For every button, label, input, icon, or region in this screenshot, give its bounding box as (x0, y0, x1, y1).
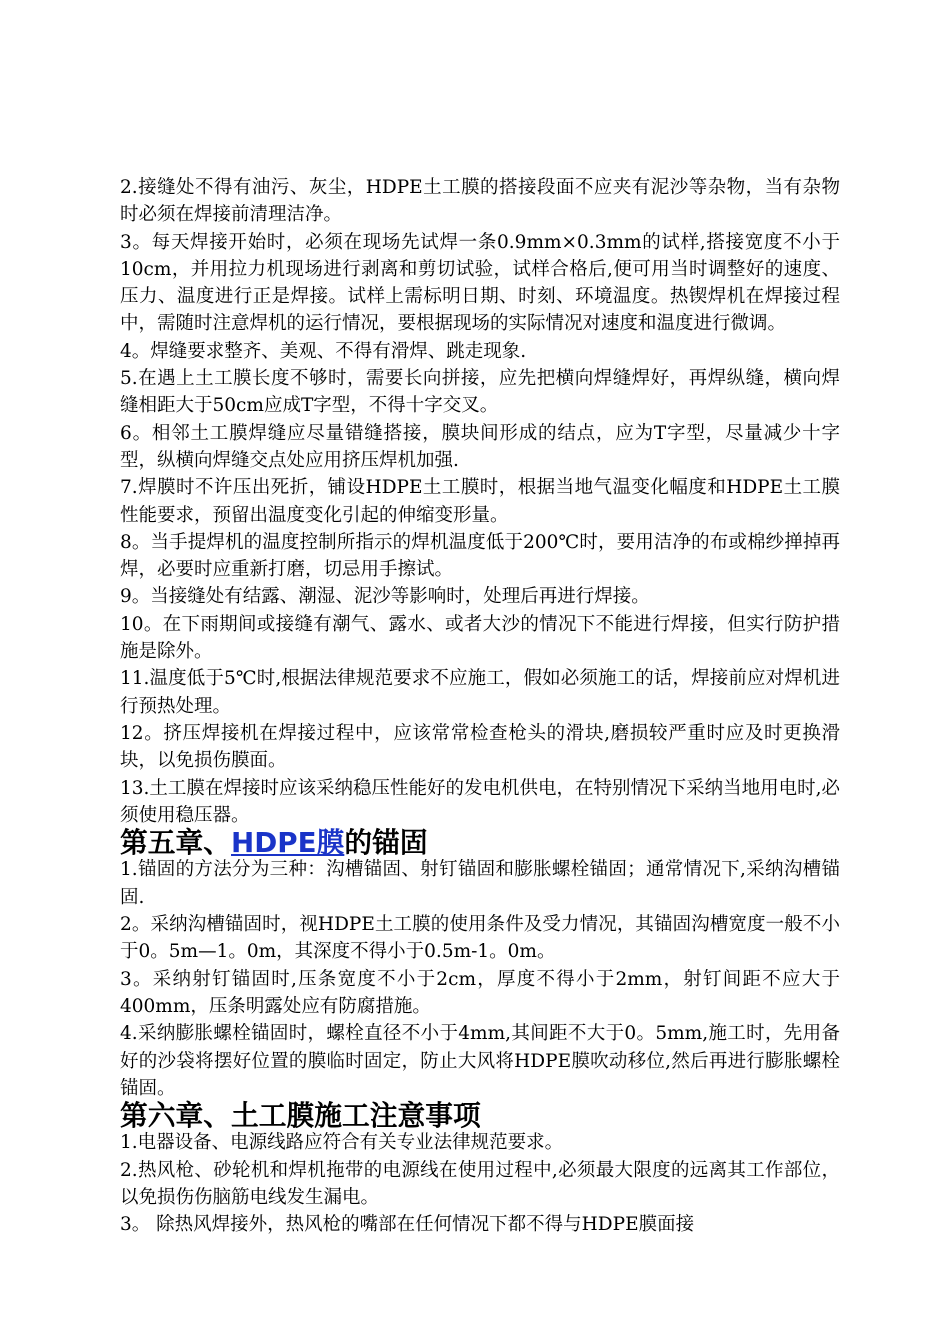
paragraph: 9。当接缝处有结露、潮湿、泥沙等影响时，处理后再进行焊接。 (120, 586, 650, 608)
paragraph: 5.在遇上土工膜长度不够时，需要长向拼接，应先把横向焊缝焊好，再焊纵缝，横向焊缝相距大于50cm应成T字型，不得十字交叉。 (120, 368, 840, 417)
paragraph: 10。在下雨期间或接缝有潮气、露水、或者大沙的情况下不能进行焊接，但实行防护措施是除外。 (120, 613, 840, 663)
chapter-6-heading: 第六章、土工膜施工注意事项 (120, 1099, 481, 1133)
document-body (120, 174, 840, 1239)
section-welding-requirements (120, 174, 840, 829)
paragraph: 6。相邻土工膜焊缝应尽量错缝搭接，膜块间形成的结点，应为T字型，尽量减少十字型，纵横向焊缝交点处应用挤压焊机加强. (120, 422, 840, 471)
paragraph: 3。采纳射钉锚固时,压条宽度不小于2cm，厚度不得小于2mm，射钉间距不应大于400mm，压条明露处应有防腐措施。 (120, 968, 840, 1017)
hdpe-membrane-link[interactable]: HDPE膜 (231, 826, 345, 860)
section-precautions (120, 1129, 840, 1238)
chapter-5-heading-suffix: 的锚固 (344, 826, 428, 860)
paragraph: 7.焊膜时不许压出死折，铺设HDPE土工膜时，根据当地气温变化幅度和HDPE土工膜性能要求，预留出温度变化引起的伸缩变形量。 (120, 477, 840, 526)
paragraph: 12。挤压焊接机在焊接过程中，应该常常检查枪头的滑块,磨损较严重时应及时更换滑块，以免损伤膜面。 (120, 722, 840, 772)
paragraph: 2。采纳沟槽锚固时，视HDPE土工膜的使用条件及受力情况，其锚固沟槽宽度一般不小于0。5m—1。0m，其深度不得小于0.5m-1。0m。 (120, 914, 840, 963)
chapter-5-heading (120, 826, 840, 860)
paragraph: 4。焊缝要求整齐、美观、不得有滑焊、跳走现象. (120, 340, 527, 362)
chapter-5-heading-prefix: 第五章、 (120, 826, 232, 860)
paragraph: 13.土工膜在焊接时应该采纳稳压性能好的发电机供电，在特别情况下采纳当地用电时,必须使用稳压器。 (120, 777, 840, 826)
paragraph: 1.锚固的方法分为三种：沟槽锚固、射钉锚固和膨胀螺栓锚固；通常情况下,采纳沟槽锚固. (120, 859, 840, 908)
paragraph: 3。 除热风焊接外，热风枪的嘴部在任何情况下都不得与HDPE膜面接 (120, 1214, 695, 1236)
paragraph: 4.采纳膨胀螺栓锚固时，螺栓直径不小于4mm,其间距不大于0。5mm,施工时，先用备好的沙袋将摆好位置的膜临时固定，防止大风将HDPE膜吹动移位,然后再进行膨胀螺栓锚固。 (120, 1023, 840, 1099)
paragraph: 3。每天焊接开始时，必须在现场先试焊一条0.9mm×0.3mm的试样,搭接宽度不小于10cm，并用拉力机现场进行剥离和剪切试验，试样合格后,便可用当时调整好的速度、压力、温度进行正是焊接。试样上需标明日期、时刻、环境温度。热锲焊机在焊接过程中，需随时注意焊机的运行情况，要根据现场的实际情况对速度和温度进行微调。 (120, 231, 840, 335)
paragraph: 8。当手提焊机的温度控制所指示的焊机温度低于200℃时，要用洁净的布或棉纱掸掉再焊，必要时应重新打磨，切忌用手擦试。 (120, 531, 840, 581)
paragraph: 1.电器设备、电源线路应符合有关专业法律规范要求。 (120, 1132, 564, 1154)
section-anchoring (120, 856, 840, 1102)
paragraph: 11.温度低于5℃时,根据法律规范要求不应施工，假如必须施工的话，焊接前应对焊机进行预热处理。 (120, 668, 840, 717)
paragraph: 2.接缝处不得有油污、灰尘，HDPE土工膜的搭接段面不应夹有泥沙等杂物，当有杂物时必须在焊接前清理洁净。 (120, 177, 840, 226)
paragraph: 2.热风枪、砂轮机和焊机拖带的电源线在使用过程中,必须最大限度的远离其工作部位，以免损伤伤脑筋电线发生漏电。 (120, 1159, 840, 1208)
